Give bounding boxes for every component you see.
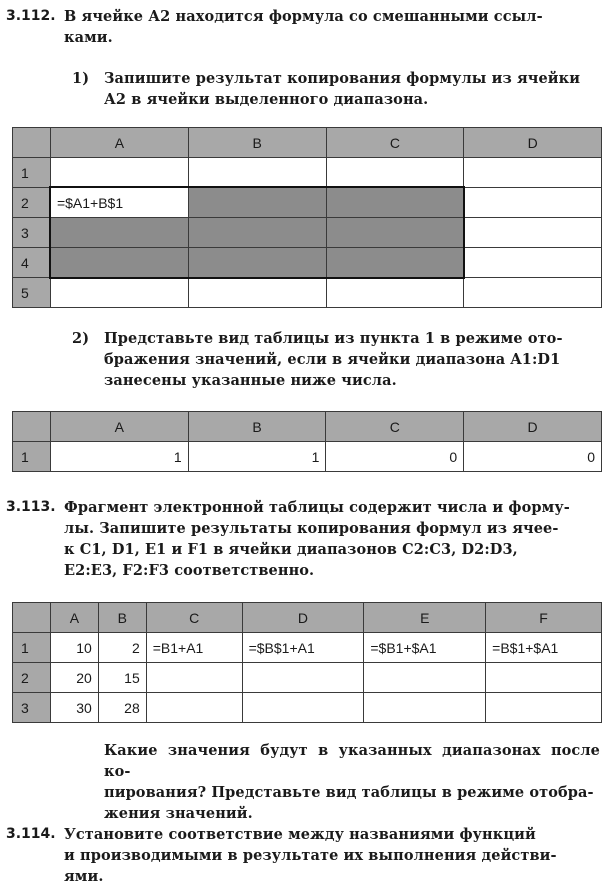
item-2-number: 2) [72, 330, 90, 347]
text-line: ками. [64, 29, 113, 46]
cell-d3 [242, 693, 364, 723]
cell-b3 [188, 218, 326, 248]
cell-a1 [50, 158, 188, 188]
cell-c3 [146, 693, 242, 723]
spreadsheet-table-1 [12, 127, 602, 308]
cell-c3 [326, 218, 464, 248]
cell-a2: =$A1+B$1 [50, 188, 188, 218]
text-line: бражения значений, если в ячейки диапазона A1:D1 [104, 351, 561, 368]
col-header-a: A [50, 412, 188, 442]
text-line: Представьте вид таблицы из пункта 1 в режиме ото- [104, 330, 563, 347]
col-header-b: B [98, 603, 146, 633]
cell-b1: 1 [188, 442, 326, 472]
cell-a3: 30 [50, 693, 98, 723]
row-header-1: 1 [13, 633, 51, 663]
cell-a4 [50, 248, 188, 278]
col-header-e: E [364, 603, 486, 633]
col-header-b: B [188, 412, 326, 442]
corner-cell [13, 603, 51, 633]
task-number-3-114: 3.114. [6, 826, 56, 842]
text-line: Фрагмент электронной таблицы содержит числа и форму- [64, 499, 570, 516]
spreadsheet-table-3 [12, 602, 602, 723]
col-header-d: D [464, 128, 602, 158]
cell-f3 [486, 693, 602, 723]
corner-cell [13, 128, 51, 158]
row-header-2: 2 [13, 663, 51, 693]
cell-f2 [486, 663, 602, 693]
text-line: к C1, D1, E1 и F1 в ячейки диапазонов C2:C3, D2:D3, [64, 541, 518, 558]
spreadsheet-table-2 [12, 411, 602, 472]
col-header-b: B [188, 128, 326, 158]
cell-a3 [50, 218, 188, 248]
cell-d1: =$B$1+A1 [242, 633, 364, 663]
cell-a5 [50, 278, 188, 308]
cell-c2 [146, 663, 242, 693]
text-line: жения значений. [104, 805, 253, 822]
cell-e3 [364, 693, 486, 723]
cell-e1: =$B1+$A1 [364, 633, 486, 663]
cell-b2: 15 [98, 663, 146, 693]
col-header-a: A [50, 603, 98, 633]
cell-b3: 28 [98, 693, 146, 723]
text-line: лы. Запишите результаты копирования формул из ячее- [64, 520, 559, 537]
text-line: В ячейке А2 находится формула со смешанными ссыл- [64, 8, 543, 25]
cell-c4 [326, 248, 464, 278]
col-header-d: D [464, 412, 602, 442]
cell-d5 [464, 278, 602, 308]
cell-c5 [326, 278, 464, 308]
col-header-a: A [50, 128, 188, 158]
text-line: пирования? Представьте вид таблицы в режиме отобра- [104, 784, 594, 801]
cell-f1: =B$1+$A1 [486, 633, 602, 663]
row-header-1: 1 [13, 158, 51, 188]
text-line: Какие значения будут в указанных диапазонах после ко- [104, 742, 600, 780]
cell-c1: =B1+A1 [146, 633, 242, 663]
cell-b2 [188, 188, 326, 218]
col-header-c: C [326, 128, 464, 158]
col-header-d: D [242, 603, 364, 633]
item-1-text [104, 68, 600, 110]
cell-d1: 0 [464, 442, 602, 472]
cell-e2 [364, 663, 486, 693]
cell-c1: 0 [326, 442, 464, 472]
cell-b4 [188, 248, 326, 278]
corner-cell [13, 412, 51, 442]
cell-d3 [464, 218, 602, 248]
cell-b1: 2 [98, 633, 146, 663]
row-header-2: 2 [13, 188, 51, 218]
task-number-3-113: 3.113. [6, 499, 56, 515]
cell-a1: 10 [50, 633, 98, 663]
item-1-number: 1) [72, 70, 90, 87]
cell-a2: 20 [50, 663, 98, 693]
text-line: Установите соответствие между названиями функций [64, 826, 536, 843]
col-header-c: C [326, 412, 464, 442]
task-3-114-text [64, 824, 604, 887]
cell-b1 [188, 158, 326, 188]
task-3-112-text [64, 6, 604, 48]
text-line: А2 в ячейки выделенного диапазона. [104, 91, 429, 108]
row-header-1: 1 [13, 442, 51, 472]
cell-d4 [464, 248, 602, 278]
task-3-113-text [64, 497, 604, 581]
col-header-f: F [486, 603, 602, 633]
row-header-5: 5 [13, 278, 51, 308]
text-line: и производимыми в результате их выполнения действи- [64, 847, 557, 864]
cell-a1: 1 [50, 442, 188, 472]
row-header-3: 3 [13, 218, 51, 248]
row-header-4: 4 [13, 248, 51, 278]
cell-c1 [326, 158, 464, 188]
cell-d1 [464, 158, 602, 188]
col-header-c: C [146, 603, 242, 633]
text-line: Запишите результат копирования формулы из ячейки [104, 70, 581, 87]
text-line: E2:E3, F2:F3 соответственно. [64, 562, 315, 579]
task-number-3-112: 3.112. [6, 8, 56, 24]
cell-d2 [464, 188, 602, 218]
row-header-3: 3 [13, 693, 51, 723]
cell-d2 [242, 663, 364, 693]
item-2-text [104, 328, 600, 391]
cell-b5 [188, 278, 326, 308]
cell-c2 [326, 188, 464, 218]
text-line: ями. [64, 868, 104, 885]
text-line: занесены указанные ниже числа. [104, 372, 397, 389]
task-3-113-question [104, 740, 600, 824]
